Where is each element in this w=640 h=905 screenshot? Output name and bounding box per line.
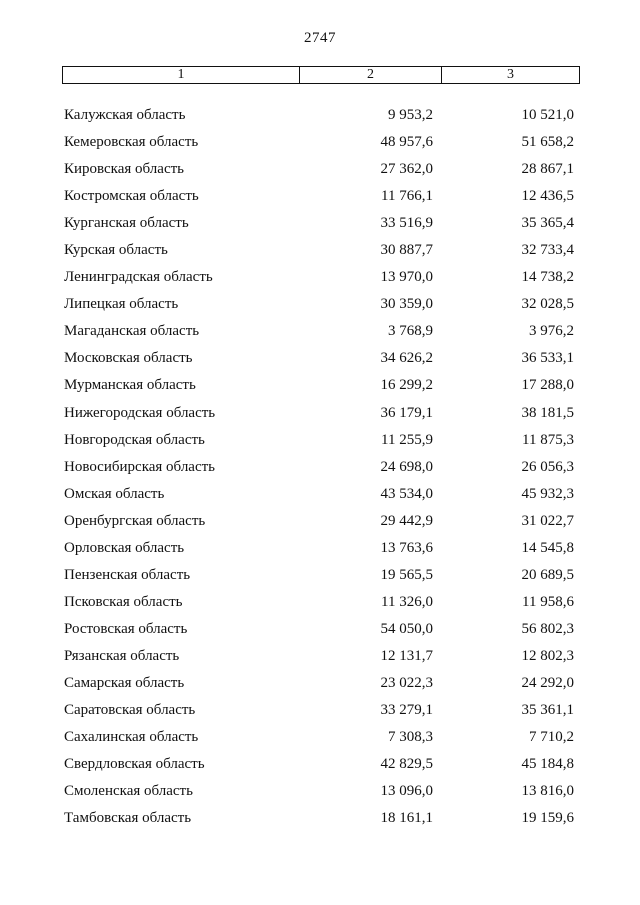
table-row — [0, 699, 640, 726]
region-name: Нижегородская область — [64, 404, 216, 421]
region-name: Магаданская область — [64, 323, 200, 340]
region-name: Самарская область — [64, 674, 185, 691]
value-column-2: 30 887,7 — [380, 242, 433, 259]
value-column-2: 33 279,1 — [380, 702, 433, 719]
region-name: Курская область — [64, 242, 168, 259]
table-row — [0, 483, 640, 510]
region-name: Московская область — [64, 350, 193, 367]
value-column-3: 35 365,4 — [521, 215, 574, 232]
table-row — [0, 320, 640, 347]
table-row — [0, 591, 640, 618]
table-body — [0, 104, 640, 834]
value-column-2: 24 698,0 — [380, 458, 433, 475]
value-column-2: 13 096,0 — [380, 783, 433, 800]
value-column-3: 3 976,2 — [529, 323, 574, 340]
value-column-2: 19 565,5 — [380, 566, 433, 583]
value-column-2: 11 766,1 — [381, 188, 433, 205]
region-name: Ростовская область — [64, 620, 188, 637]
value-column-3: 12 436,5 — [521, 188, 574, 205]
value-column-3: 14 545,8 — [521, 539, 574, 556]
region-name: Саратовская область — [64, 702, 196, 719]
value-column-2: 13 970,0 — [380, 269, 433, 286]
value-column-3: 32 028,5 — [521, 296, 574, 313]
value-column-2: 16 299,2 — [380, 377, 433, 394]
region-name: Орловская область — [64, 539, 185, 556]
value-column-3: 38 181,5 — [521, 404, 574, 421]
region-name: Тамбовская область — [64, 810, 192, 827]
value-column-3: 19 159,6 — [521, 810, 574, 827]
table-row — [0, 266, 640, 293]
table-row — [0, 374, 640, 401]
region-name: Новгородская область — [64, 431, 205, 448]
value-column-2: 11 326,0 — [381, 593, 433, 610]
table-row — [0, 402, 640, 429]
region-name: Мурманская область — [64, 377, 196, 394]
value-column-3: 32 733,4 — [521, 242, 574, 259]
value-column-3: 56 802,3 — [521, 620, 574, 637]
table-row — [0, 212, 640, 239]
value-column-2: 13 763,6 — [380, 539, 433, 556]
table-header — [62, 66, 580, 84]
region-name: Оренбургская область — [64, 512, 206, 529]
table-row — [0, 456, 640, 483]
table-row — [0, 131, 640, 158]
value-column-2: 18 161,1 — [380, 810, 433, 827]
value-column-2: 36 179,1 — [380, 404, 433, 421]
value-column-2: 34 626,2 — [380, 350, 433, 367]
value-column-2: 12 131,7 — [380, 647, 433, 664]
table-row — [0, 293, 640, 320]
value-column-2: 33 516,9 — [380, 215, 433, 232]
table-row — [0, 564, 640, 591]
column-header-3: 3 — [507, 67, 514, 82]
table-row — [0, 807, 640, 834]
value-column-2: 29 442,9 — [380, 512, 433, 529]
value-column-3: 11 958,6 — [522, 593, 574, 610]
table-row — [0, 645, 640, 672]
value-column-2: 54 050,0 — [380, 620, 433, 637]
table-row — [0, 537, 640, 564]
region-name: Липецкая область — [64, 296, 179, 313]
table-row — [0, 618, 640, 645]
value-column-3: 20 689,5 — [521, 566, 574, 583]
value-column-2: 42 829,5 — [380, 756, 433, 773]
value-column-3: 10 521,0 — [521, 107, 574, 123]
value-column-3: 26 056,3 — [521, 458, 574, 475]
value-column-2: 9 953,2 — [388, 107, 433, 123]
table-row — [0, 726, 640, 753]
region-name: Новосибирская область — [64, 458, 216, 475]
value-column-3: 17 288,0 — [521, 377, 574, 394]
value-column-3: 35 361,1 — [521, 702, 574, 719]
region-name: Сахалинская область — [64, 729, 199, 746]
column-header-2: 2 — [300, 67, 442, 83]
value-column-3: 12 802,3 — [521, 647, 574, 664]
region-name: Рязанская область — [64, 647, 180, 664]
region-name: Псковская область — [64, 593, 183, 610]
table-row — [0, 239, 640, 266]
table-row — [0, 185, 640, 212]
value-column-2: 11 255,9 — [381, 431, 433, 448]
value-column-2: 23 022,3 — [380, 674, 433, 691]
value-column-3: 36 533,1 — [521, 350, 574, 367]
value-column-3: 31 022,7 — [521, 512, 574, 529]
value-column-2: 48 957,6 — [380, 134, 433, 151]
value-column-3: 28 867,1 — [521, 161, 574, 178]
value-column-3: 7 710,2 — [529, 729, 574, 746]
value-column-3: 45 932,3 — [521, 485, 574, 502]
region-name: Кировская область — [64, 161, 185, 178]
value-column-2: 30 359,0 — [380, 296, 433, 313]
table-row — [0, 753, 640, 780]
region-name: Кемеровская область — [64, 134, 199, 151]
table-row — [0, 158, 640, 185]
region-name: Пензенская область — [64, 566, 191, 583]
column-header-1: 1 — [63, 67, 300, 83]
value-column-2: 3 768,9 — [388, 323, 433, 340]
table-row — [0, 104, 640, 131]
region-name: Смоленская область — [64, 783, 193, 800]
table-row — [0, 429, 640, 456]
table-row — [0, 347, 640, 374]
table-row — [0, 672, 640, 699]
region-name: Ленинградская область — [64, 269, 213, 286]
value-column-2: 43 534,0 — [380, 485, 433, 502]
page-number: 2747 — [304, 30, 336, 46]
value-column-3: 51 658,2 — [521, 134, 574, 151]
value-column-3: 24 292,0 — [521, 674, 574, 691]
value-column-2: 27 362,0 — [380, 161, 433, 178]
value-column-3: 45 184,8 — [521, 756, 574, 773]
region-name: Омская область — [64, 485, 165, 502]
region-name: Костромская область — [64, 188, 199, 205]
table-row — [0, 780, 640, 807]
value-column-3: 13 816,0 — [521, 783, 574, 800]
value-column-2: 7 308,3 — [388, 729, 433, 746]
region-name: Свердловская область — [64, 756, 205, 773]
region-name: Курганская область — [64, 215, 189, 232]
table-row — [0, 510, 640, 537]
region-name: Калужская область — [64, 107, 186, 123]
value-column-3: 14 738,2 — [521, 269, 574, 286]
value-column-3: 11 875,3 — [522, 431, 574, 448]
